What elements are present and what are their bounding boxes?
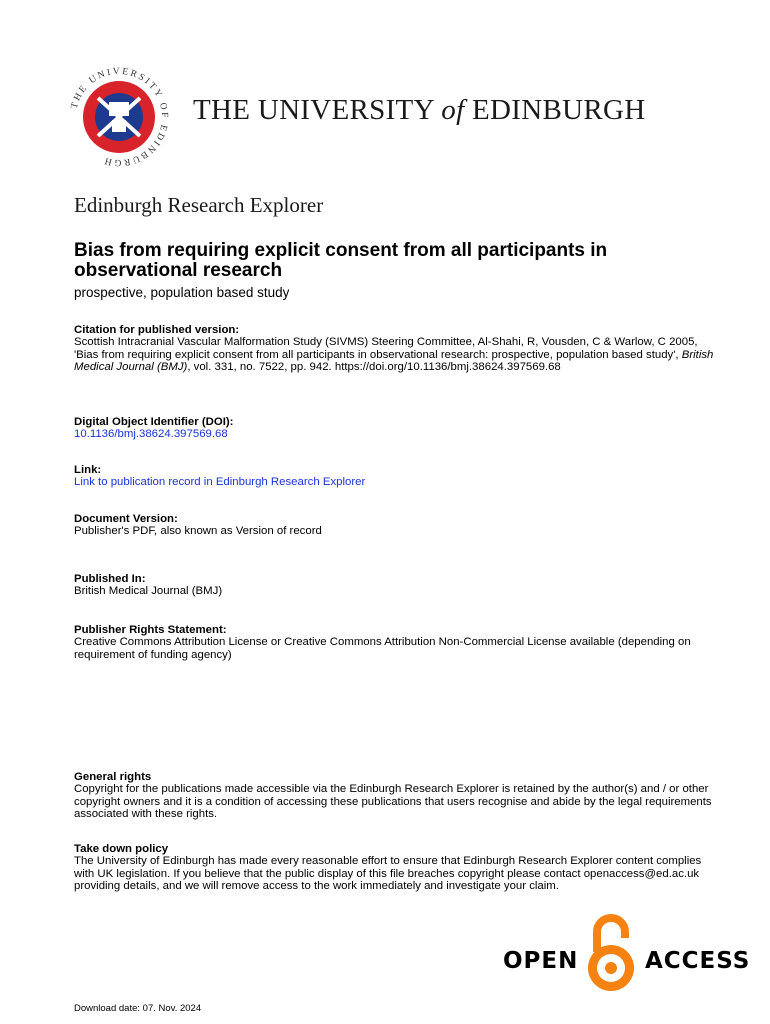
published-in-section (74, 573, 724, 598)
link-label: Link: (74, 464, 102, 476)
published-in-value: British Medical Journal (BMJ) (74, 585, 223, 598)
take-down-label: Take down policy (74, 843, 169, 855)
take-down-section (74, 843, 722, 893)
general-rights-section (74, 771, 722, 821)
doi-label: Digital Object Identifier (DOI): (74, 416, 234, 428)
university-seal-icon (68, 66, 170, 168)
university-wordmark (193, 94, 645, 127)
citation-section (74, 324, 724, 374)
document-subtitle: prospective, population based study (74, 285, 290, 300)
document-version-value: Publisher's PDF, also known as Version of record (74, 525, 322, 538)
open-access-left-text: OPEN (503, 948, 579, 974)
rights-statement-label: Publisher Rights Statement: (74, 624, 227, 636)
doi-link[interactable]: 10.1136/bmj.38624.397569.68 (74, 428, 228, 441)
download-date: Download date: 07. Nov. 2024 (74, 1003, 202, 1014)
citation-text (74, 336, 724, 373)
published-in-label: Published In: (74, 573, 146, 585)
link-section (74, 464, 724, 489)
site-title: Edinburgh Research Explorer (74, 193, 324, 217)
document-title: Bias from requiring explicit consent from all participants in observational research (74, 240, 608, 281)
publication-record-link[interactable]: Link to publication record in Edinburgh Research Explorer (74, 476, 366, 489)
document-version-label: Document Version: (74, 513, 178, 525)
wordmark-of: of (441, 94, 465, 126)
wordmark-pre: THE UNIVERSITY (193, 94, 442, 126)
citation-label: Citation for published version: (74, 324, 240, 336)
citation-text-before: Scottish Intracranial Vascular Malformation Study (SIVMS) Steering Committee, Al-Shahi, R, Vousden, C & Warlow, C 2005, 'Bias from requiring explicit consent from all participants in observational research: prospective, population based study', (74, 336, 698, 361)
citation-text-after: , vol. 331, no. 7522, pp. 942. https://doi.org/10.1136/bmj.38624.397569.68 (187, 361, 561, 374)
doi-section (74, 416, 724, 441)
open-access-right-text: ACCESS (645, 948, 751, 974)
citation-journal: British Medical Journal (BMJ) (74, 348, 714, 374)
wordmark-post: EDINBURGH (464, 94, 646, 126)
take-down-value: The University of Edinburgh has made every reasonable effort to ensure that Edinburgh Research Explorer content complies with UK legislation. If you believe that the public display of this file breaches copyright please contact openaccess@ed.ac.uk providing details, and we will remove access to the work immediately and investigate your claim. (74, 855, 702, 893)
open-access-lock-icon (583, 912, 639, 994)
rights-statement-value: Creative Commons Attribution License or Creative Commons Attribution Non-Commercial License available (depending on requirement of funding agency) (74, 636, 691, 661)
document-version-section (74, 513, 724, 538)
general-rights-value: Copyright for the publications made accessible via the Edinburgh Research Explorer is retained by the author(s) and / or other copyright owners and it is a condition of accessing these publications that users recognise and abide by the legal requirements associated with these rights. (74, 783, 712, 821)
seal-text: THE UNIVERSITY OF EDINBURGH (69, 66, 170, 168)
rights-statement-section (74, 624, 724, 661)
general-rights-label: General rights (74, 771, 152, 783)
